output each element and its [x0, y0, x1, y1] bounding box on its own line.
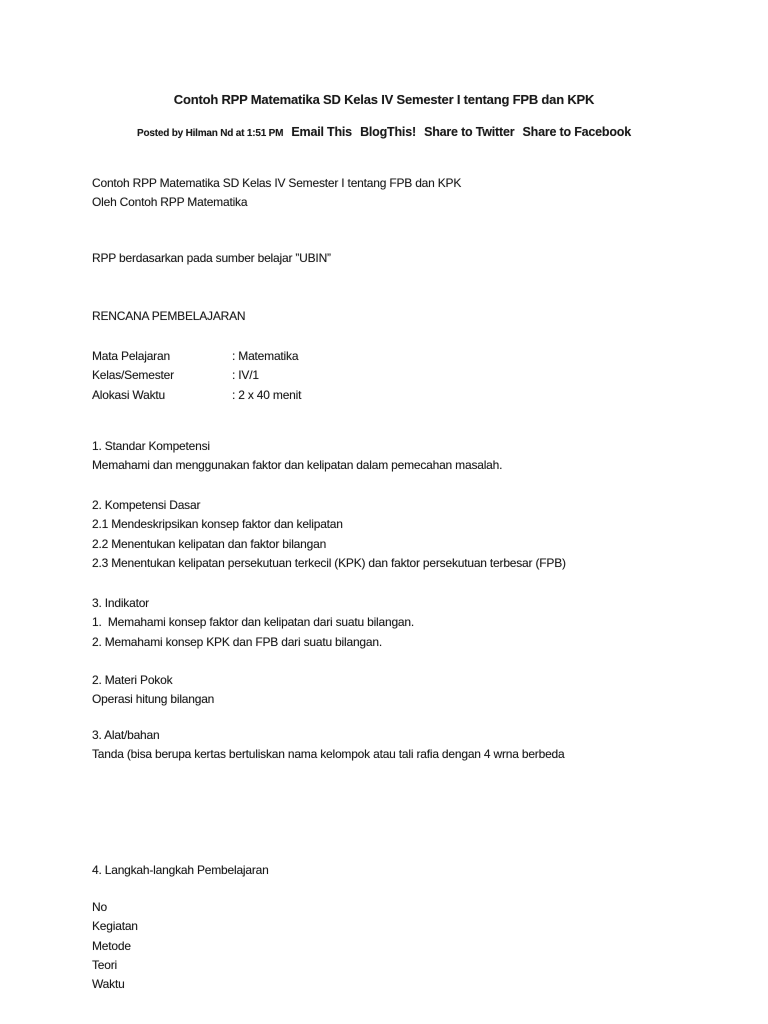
share-email-link: Email This [291, 125, 352, 139]
section-kompetensi-dasar [92, 496, 738, 573]
section-langkah-pembelajaran [92, 861, 738, 880]
intro-line-author: Oleh Contoh RPP Matematika [92, 195, 248, 210]
section-heading: 4. Langkah-langkah Pembelajaran [92, 863, 269, 877]
meta-value: : 2 x 40 menit [232, 387, 302, 402]
section-line: 2.2 Menentukan kelipatan dan faktor bilangan [92, 536, 327, 551]
source-note [92, 249, 738, 268]
table-header-metode: Metode [92, 938, 131, 953]
meta-row-alokasi-waktu [92, 386, 738, 405]
meta-label: Mata Pelajaran [92, 349, 170, 363]
plan-heading: RENCANA PEMBELAJARAN [92, 309, 246, 323]
meta-row-mata-pelajaran [92, 347, 738, 366]
table-header-no: No [92, 900, 107, 914]
section-heading: 1. Standar Kompetensi [92, 439, 210, 453]
intro-paragraph [92, 174, 738, 213]
section-line: 1. Memahami konsep faktor dan kelipatan dari suatu bilangan. [92, 615, 415, 630]
page-title: Contoh RPP Matematika SD Kelas IV Semester I tentang FPB dan KPK [173, 92, 595, 107]
section-line: 2. Memahami konsep KPK dan FPB dari suatu bilangan. [92, 634, 382, 649]
source-note-text: RPP berdasarkan pada sumber belajar ”UBIN” [92, 251, 331, 265]
section-heading: 3. Alat/bahan [92, 728, 160, 742]
posted-by-text: Posted by Hilman Nd at 1:51 PM [137, 128, 284, 139]
section-line: Tanda (bisa berupa kertas bertuliskan nama kelompok atau tali rafia dengan 4 wrna berbeda [92, 747, 565, 762]
section-line: 2.3 Menentukan kelipatan persekutuan terkecil (KPK) dan faktor persekutuan terbesar (FPB) [92, 555, 566, 570]
section-line: 2.1 Mendeskripsikan konsep faktor dan kelipatan [92, 517, 343, 532]
meta-label: Kelas/Semester [92, 368, 174, 383]
section-line: Operasi hitung bilangan [92, 692, 215, 707]
meta-value: : Matematika [232, 349, 299, 363]
section-heading: 3. Indikator [92, 596, 149, 610]
section-line: Memahami dan menggunakan faktor dan kelipatan dalam pemecahan masalah. [92, 458, 503, 473]
meta-value: : IV/1 [232, 368, 259, 383]
section-heading: 2. Materi Pokok [92, 673, 173, 687]
share-facebook-link: Share to Facebook [522, 125, 631, 139]
meta-row-kelas-semester [92, 366, 738, 385]
byline [0, 123, 768, 143]
share-blogthis-link: BlogThis! [360, 125, 416, 139]
section-heading: 2. Kompetensi Dasar [92, 498, 201, 512]
intro-line-title: Contoh RPP Matematika SD Kelas IV Semester I tentang FPB dan KPK [92, 176, 462, 190]
section-standar-kompetensi [92, 437, 738, 476]
plan-meta [92, 347, 738, 405]
table-header-teori: Teori [92, 957, 118, 972]
section-indikator [92, 594, 738, 652]
section-alat-bahan [92, 726, 738, 765]
section-materi-pokok [92, 671, 738, 710]
meta-label: Alokasi Waktu [92, 387, 165, 402]
table-header-kegiatan: Kegiatan [92, 919, 138, 934]
share-twitter-link: Share to Twitter [424, 125, 515, 139]
table-header-waktu: Waktu [92, 977, 125, 992]
table-column-stub [92, 898, 738, 994]
